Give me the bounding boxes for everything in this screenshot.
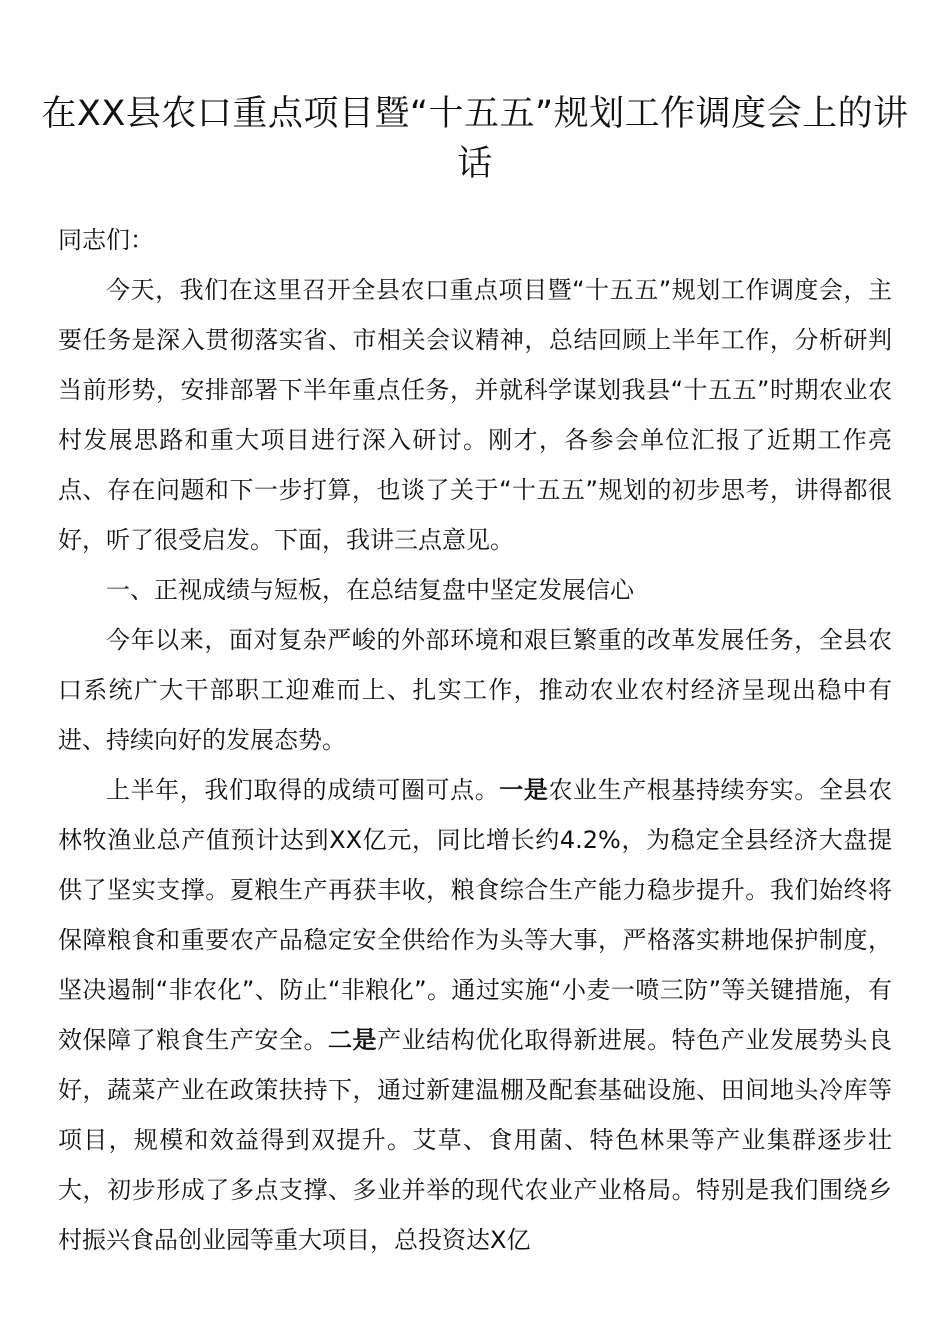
achievements-lead: 上半年，我们取得的成绩可圈可点。 [106,776,500,804]
paragraph-overview: 今年以来，面对复杂严峻的外部环境和艰巨繁重的改革发展任务，全县农口系统广大干部职工迎难而上、扎实工作，推动农业农村经济呈现出稳中有进、持续向好的发展态势。 [58,626,892,754]
paragraph-intro: 今天，我们在这里召开全县农口重点项目暨“十五五”规划工作调度会，主要任务是深入贯彻落实省、市相关会议精神，总结回顾上半年工作，分析研判当前形势，安排部署下半年重点任务，并就科学谋划我县“十五五”时期农业农村发展思路和重大项目进行深入研讨。刚才，各参会单位汇报了近期工作亮点、存在问题和下一步打算，也谈了关于“十五五”规划的初步思考，讲得都很好，听了很受启发。下面，我讲三点意见。 [58,276,892,554]
salutation: 同志们： [58,226,154,254]
point-one-text: 农业生产根基持续夯实。全县农林牧渔业总产值预计达到XX亿元，同比增长约4.2%，为稳定全县经济大盘提供了坚实支撑。夏粮生产再获丰收，粮食综合生产能力稳步提升。我们始终将保障粮食和重要农产品稳定安全供给作为头等大事，严格落实耕地保护制度，坚决遏制“非农化”、防止“非粮化”。通过实施“小麦一喷三防”等关键措施，有效保障了粮食生产安全。 [58,776,893,1054]
document-body [58,215,892,1265]
point-one-label: 一是 [499,776,549,804]
point-two-label: 二是 [328,1026,378,1054]
document-title: 在XX县农口重点项目暨“十五五”规划工作调度会上的讲话 [41,94,909,185]
section-heading-1: 一、正视成绩与短板，在总结复盘中坚定发展信心 [106,576,634,604]
point-two-text: 产业结构优化取得新进展。特色产业发展势头良好，蔬菜产业在政策扶持下，通过新建温棚及配套基础设施、田间地头冷库等项目，规模和效益得到双提升。艾草、食用菌、特色林果等产业集群逐步壮大，初步形成了多点支撑、多业并举的现代农业产业格局。特别是我们围绕乡村振兴食品创业园等重大项目，总投资达X亿 [58,1026,893,1254]
paragraph-achievements [58,765,892,1265]
